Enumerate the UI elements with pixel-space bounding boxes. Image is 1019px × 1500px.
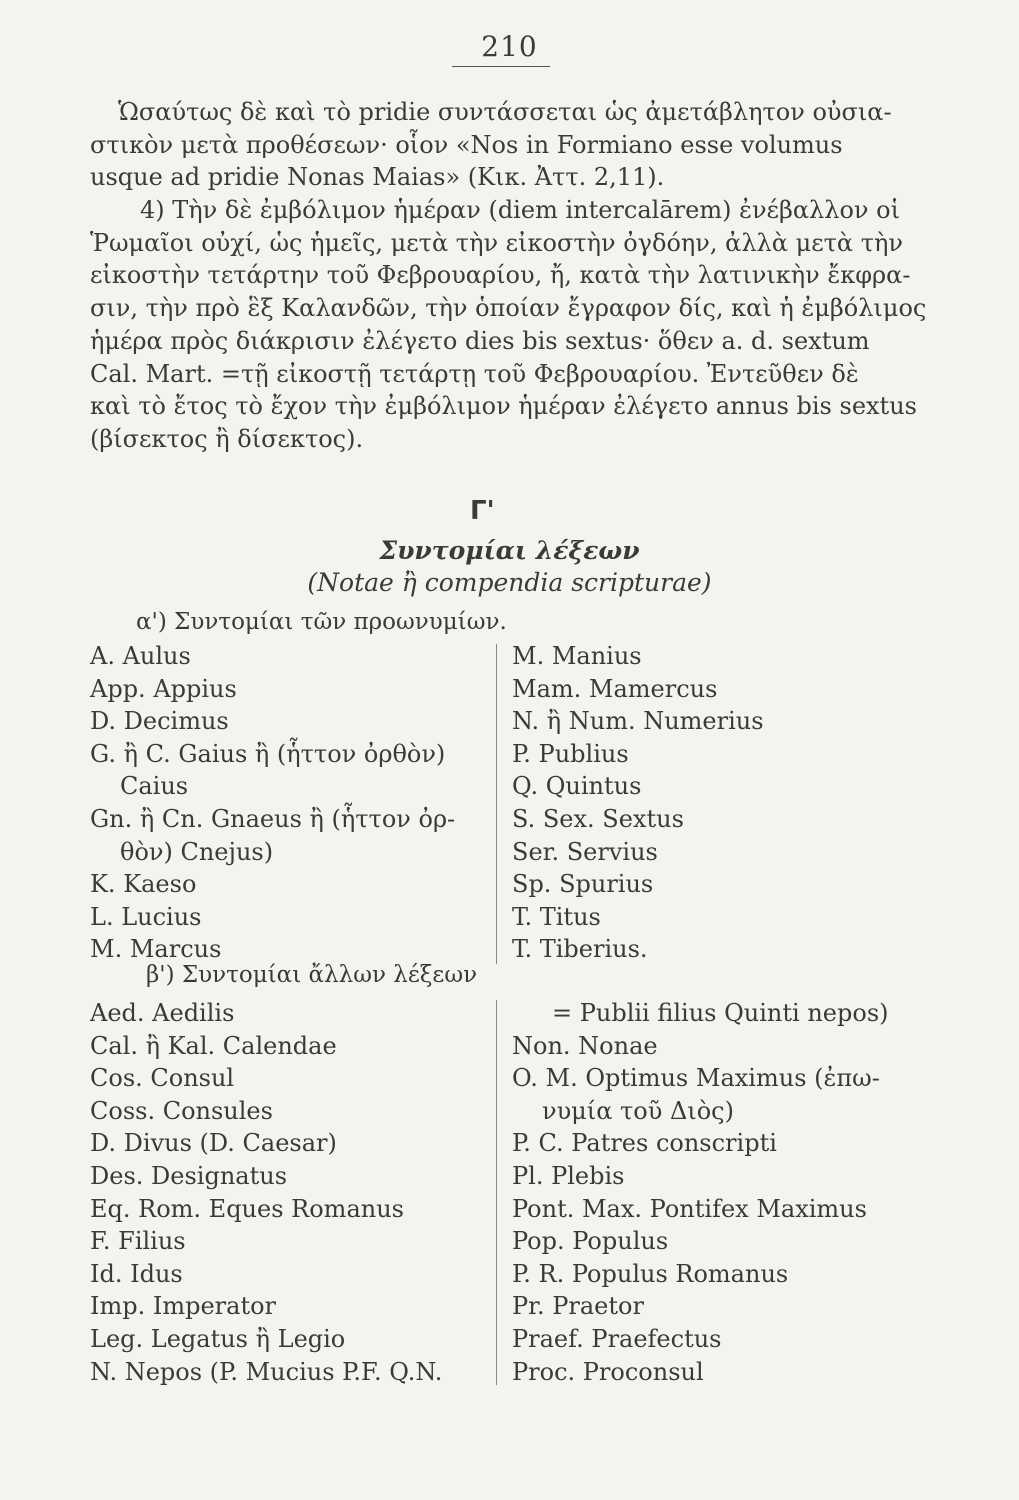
body-line: ἡμέρα πρὸς διάκρισιν ἐλέγετο dies bis sextus· ὅθεν a. d. sextum xyxy=(90,326,870,355)
abbreviation-entry: L. Lucius xyxy=(90,902,202,931)
abbreviation-entry: K. Kaeso xyxy=(90,870,197,899)
abbreviation-entry: P. Publius xyxy=(512,739,629,768)
section-mark: Γ' xyxy=(470,496,495,526)
abbreviation-entry-continuation: = Publii filius Quinti nepos) xyxy=(552,999,889,1027)
subsection-a-heading: α') Συντομίαι τῶν προωνυμίων. xyxy=(136,609,507,635)
abbreviation-entry: O. M. Optimus Maximus (ἐπω- xyxy=(512,1064,880,1093)
abbreviation-entry: Pr. Praetor xyxy=(512,1292,644,1321)
body-line: εἰκοστὴν τετάρτην τοῦ Φεβρουαρίου, ἤ, κατὰ τὴν λατινικὴν ἔκφρα- xyxy=(90,261,911,290)
column-divider xyxy=(496,1000,497,1385)
page-number-rule xyxy=(452,66,550,67)
abbreviation-entry: G. ἢ C. Gaius ἢ (ἧττον ὀρθὸν) xyxy=(90,739,446,768)
abbreviation-entry: Proc. Proconsul xyxy=(512,1357,704,1386)
abbreviation-entry: M. Manius xyxy=(512,642,642,670)
abbreviation-entry: F. Filius xyxy=(90,1227,186,1256)
abbreviation-entry: T. Titus xyxy=(512,902,601,931)
body-line: στικὸν μετὰ προθέσεων· οἷον «Nos in Formiano esse volumus xyxy=(90,130,843,159)
abbreviation-entry: Des. Designatus xyxy=(90,1161,288,1190)
body-line: Cal. Mart. =τῇ εἰκοστῇ τετάρτῃ τοῦ Φεβρουαρίου. Ἐντεῦθεν δὲ xyxy=(90,359,859,388)
body-line: σιν, τὴν πρὸ ἓξ Καλανδῶν, τὴν ὁποίαν ἔγραφον δίς, καὶ ἡ ἐμβόλιμος xyxy=(90,294,927,323)
abbreviation-entry: Pont. Max. Pontifex Maximus xyxy=(512,1194,867,1223)
abbreviation-entry: A. Aulus xyxy=(90,642,191,670)
abbreviation-entry: S. Sex. Sextus xyxy=(512,804,684,833)
subsection-b-left-column xyxy=(90,997,442,1388)
abbreviation-entry: Leg. Legatus ἢ Legio xyxy=(90,1324,346,1353)
abbreviation-entry: N. ἢ Num. Numerius xyxy=(512,707,764,736)
abbreviation-entry: D. Divus (D. Caesar) xyxy=(90,1129,337,1158)
abbreviation-entry: Non. Nonae xyxy=(512,1031,658,1060)
abbreviation-entry: Cal. ἢ Kal. Calendae xyxy=(90,1031,337,1060)
body-paragraphs xyxy=(90,96,927,456)
abbreviation-entry: Cos. Consul xyxy=(90,1064,235,1093)
subsection-a-left-column xyxy=(90,640,455,966)
abbreviation-entry-continuation: Caius xyxy=(120,772,189,801)
abbreviation-entry: T. Tiberius. xyxy=(512,935,648,964)
abbreviation-entry: Eq. Rom. Eques Romanus xyxy=(90,1194,404,1223)
subsection-b-heading: β') Συντομίαι ἄλλων λέξεων xyxy=(146,962,478,988)
abbreviation-entry: Aed. Aedilis xyxy=(90,999,235,1027)
section-title: Συντομίαι λέξεων xyxy=(379,536,640,565)
abbreviation-entry: Praef. Praefectus xyxy=(512,1324,722,1353)
abbreviation-entry: Sp. Spurius xyxy=(512,870,654,899)
body-line: καὶ τὸ ἔτος τὸ ἔχον τὴν ἐμβόλιμον ἡμέραν ἐλέγετο annus bis sextus xyxy=(90,392,917,421)
body-line: Ὡσαύτως δὲ καὶ τὸ pridie συντάσσεται ὡς ἀμετάβλητον οὐσια- xyxy=(118,98,892,126)
abbreviation-entry: Pl. Plebis xyxy=(512,1161,625,1190)
abbreviation-entry-continuation: νυμία τοῦ Διὸς) xyxy=(542,1096,734,1125)
abbreviation-entry: P. R. Populus Romanus xyxy=(512,1259,789,1288)
abbreviation-entry: Q. Quintus xyxy=(512,772,642,801)
abbreviation-entry: Pop. Populus xyxy=(512,1227,669,1256)
page-number: 210 xyxy=(481,30,538,63)
column-divider xyxy=(496,644,497,964)
abbreviation-entry: N. Nepos (P. Mucius P.F. Q.N. xyxy=(90,1357,443,1386)
body-line: 4) Τὴν δὲ ἐμβόλιμον ἡμέραν (diem intercalārem) ἐνέβαλλον οἱ xyxy=(140,196,900,225)
abbreviation-entry: Coss. Consules xyxy=(90,1096,273,1125)
abbreviation-entry: M. Marcus xyxy=(90,935,222,964)
subsection-a-right-column xyxy=(512,640,764,966)
abbreviation-entry: Mam. Mamercus xyxy=(512,674,718,703)
body-line: usque ad pridie Nonas Maias» (Κικ. Ἀττ. 2,11). xyxy=(90,163,665,192)
body-line: (βίσεκτος ἢ δίσεκτος). xyxy=(90,424,364,453)
abbreviation-entry: P. C. Patres conscripti xyxy=(512,1129,777,1158)
abbreviation-entry: App. Appius xyxy=(90,674,237,703)
abbreviation-entry: D. Decimus xyxy=(90,707,229,736)
abbreviation-entry: Ser. Servius xyxy=(512,837,658,866)
abbreviation-entry: Gn. ἢ Cn. Gnaeus ἢ (ἧττον ὀρ- xyxy=(90,804,456,833)
abbreviation-entry-continuation: θὸν) Cnejus) xyxy=(120,837,274,866)
body-line: Ῥωμαῖοι οὐχί, ὡς ἡμεῖς, μετὰ τὴν εἰκοστὴν ὀγδόην, ἀλλὰ μετὰ τὴν xyxy=(90,228,903,257)
abbreviation-entry: Id. Idus xyxy=(90,1259,183,1288)
section-subtitle: (Notae ἢ compendia scripturae) xyxy=(307,568,712,597)
subsection-b-right-column xyxy=(512,997,889,1388)
abbreviation-entry: Imp. Imperator xyxy=(90,1292,277,1321)
